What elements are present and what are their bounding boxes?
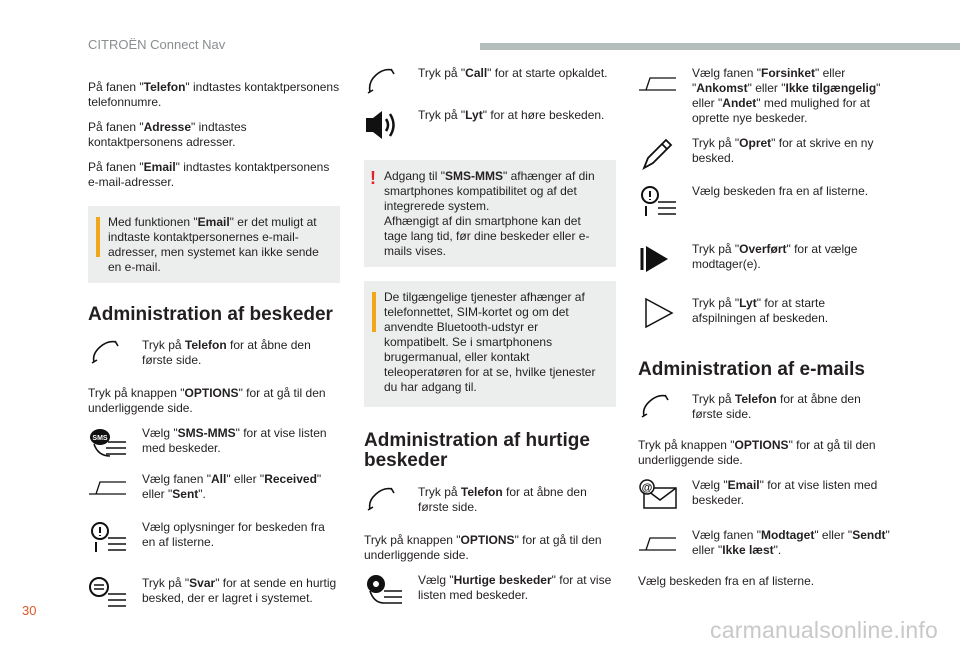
column-1 bbox=[88, 80, 340, 610]
header-bar bbox=[480, 43, 960, 50]
tab-select-icon bbox=[638, 66, 678, 100]
phone-handset-icon bbox=[364, 66, 404, 100]
item-text: Vælg fanen "Modtaget" eller "Sendt" eller "Ikke læst". bbox=[692, 528, 890, 557]
list-item bbox=[364, 108, 616, 142]
paragraph: Tryk på knappen "OPTIONS" for at gå til den underliggende side. bbox=[638, 438, 876, 467]
section-heading: Administration af beskeder bbox=[88, 304, 333, 325]
paragraph: På fanen "Email" indtastes kontaktpersonens e-mail-adresser. bbox=[88, 160, 330, 189]
column-3 bbox=[638, 66, 890, 599]
item-text: Vælg "Hurtige beskeder" for at vise listen med beskeder. bbox=[418, 573, 612, 602]
section-heading: Administration af e-mails bbox=[638, 359, 865, 380]
phone-handset-icon bbox=[88, 338, 128, 372]
tab-select-icon bbox=[88, 472, 128, 506]
item-text: Tryk på Telefon for at åbne den første side. bbox=[418, 485, 587, 514]
paragraph: Tryk på knappen "OPTIONS" for at gå til den underliggende side. bbox=[88, 386, 326, 415]
paragraph: Vælg beskeden fra en af listerne. bbox=[638, 574, 815, 588]
column-2 bbox=[364, 66, 616, 607]
email-envelope-icon bbox=[638, 478, 678, 512]
item-text: Tryk på Telefon for at åbne den første side. bbox=[142, 338, 311, 367]
item-text: Vælg beskeden fra en af listerne. bbox=[692, 184, 869, 198]
list-item bbox=[88, 576, 340, 610]
list-item bbox=[638, 392, 890, 426]
sms-badge-label: SMS bbox=[92, 435, 108, 442]
list-item bbox=[638, 136, 890, 170]
list-item bbox=[638, 184, 890, 218]
info-marker-icon bbox=[372, 292, 376, 332]
list-details-icon bbox=[88, 520, 128, 554]
list-item bbox=[88, 426, 340, 460]
tab-select-icon bbox=[638, 528, 678, 562]
list-item bbox=[88, 338, 340, 372]
section-heading: Administration af hurtige beskeder bbox=[364, 430, 590, 471]
item-text: Tryk på "Opret" for at skrive en ny besked. bbox=[692, 136, 874, 165]
forward-arrow-icon bbox=[638, 242, 678, 276]
list-item bbox=[638, 242, 890, 276]
email-badge-label: @ bbox=[641, 482, 653, 494]
paragraph: Tryk på knappen "OPTIONS" for at gå til den underliggende side. bbox=[364, 533, 602, 562]
play-icon bbox=[638, 296, 678, 330]
list-item bbox=[638, 66, 890, 126]
item-text: Vælg "SMS-MMS" for at vise listen med beskeder. bbox=[142, 426, 327, 455]
pencil-icon bbox=[638, 136, 678, 170]
reply-message-icon bbox=[88, 576, 128, 610]
sms-list-icon bbox=[88, 426, 128, 460]
speaker-icon bbox=[364, 108, 404, 142]
phone-handset-icon bbox=[638, 392, 678, 426]
info-note: Med funktionen "Email" er det muligt at indtaste kontaktpersonernes e-mail-adresser, men systemet kan ikke sende en e-mail. bbox=[88, 206, 340, 283]
item-text: Tryk på Telefon for at åbne den første side. bbox=[692, 392, 861, 421]
list-item bbox=[364, 573, 616, 607]
list-item bbox=[88, 520, 340, 554]
warning-note: ! Adgang til "SMS-MMS" afhænger af din smartphones kompatibilitet og af det integrerede system. Afhængigt af din smartphone kan det tage lang tid, før dine beskeder eller e-mails vises. bbox=[364, 160, 616, 267]
list-item bbox=[638, 528, 890, 562]
item-text: Vælg "Email" for at vise listen med beskeder. bbox=[692, 478, 878, 507]
item-text: Vælg fanen "All" eller "Received" eller "Sent". bbox=[142, 472, 322, 501]
list-item bbox=[364, 66, 616, 100]
info-marker-icon bbox=[96, 217, 100, 257]
item-text: Vælg oplysninger for beskeden fra en af listerne. bbox=[142, 520, 325, 549]
header-title: CITROËN Connect Nav bbox=[88, 37, 226, 52]
info-note: De tilgængelige tjenester afhænger af telefonnettet, SIM-kortet og om det anvendte Bluetooth-udstyr er kompatibelt. Se i smartphonens brugermanual, eller kontakt teleoperatøren for at se, hvilke tjenester du har adgang til. bbox=[364, 281, 616, 407]
quick-messages-icon bbox=[364, 573, 404, 607]
list-details-icon bbox=[638, 184, 678, 218]
list-item bbox=[364, 485, 616, 519]
list-item bbox=[638, 296, 890, 330]
item-text: Tryk på "Overført" for at vælge modtager(e). bbox=[692, 242, 858, 271]
phone-handset-icon bbox=[364, 485, 404, 519]
item-text: Tryk på "Svar" for at sende en hurtig besked, der er lagret i systemet. bbox=[142, 576, 337, 605]
list-item bbox=[88, 472, 340, 506]
item-text: Tryk på "Lyt" for at høre beskeden. bbox=[418, 108, 605, 122]
warning-exclamation-icon: ! bbox=[370, 168, 376, 188]
watermark: carmanualsonline.info bbox=[710, 617, 938, 643]
item-text: Tryk på "Lyt" for at starte afspilningen af beskeden. bbox=[692, 296, 829, 325]
item-text: Tryk på "Call" for at starte opkaldet. bbox=[418, 66, 608, 80]
item-text: Vælg fanen "Forsinket" eller "Ankomst" eller "Ikke tilgængelig" eller "Andet" med mulighed for at oprette nye beskeder. bbox=[692, 66, 881, 125]
page-number: 30 bbox=[22, 603, 37, 618]
paragraph: På fanen "Telefon" indtastes kontaktpersonens telefonnumre. bbox=[88, 80, 340, 109]
list-item bbox=[638, 478, 890, 512]
paragraph: På fanen "Adresse" indtastes kontaktpersonens adresser. bbox=[88, 120, 247, 149]
